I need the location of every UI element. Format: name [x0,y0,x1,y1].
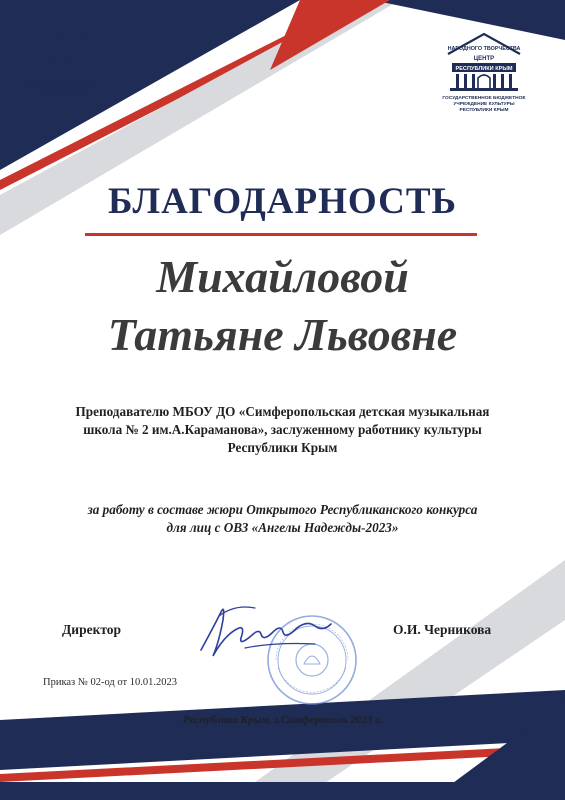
top-right-red-stripe [270,0,390,70]
roof-text: НАРОДНОГО ТВОРЧЕСТВА [447,46,521,52]
folk-caption-line1: ГОСУДАРСТВЕННОЕ БЮДЖЕТНОЕ [442,96,526,101]
certificate-title: БЛАГОДАРНОСТЬ [107,181,458,222]
ministry-caption [22,84,102,96]
folk-caption-line2: УЧРЕЖДЕНИЕ КУЛЬТУРЫ [453,102,515,107]
description-line3: Республики Крым [227,440,338,455]
description-line2: школа № 2 им.А.Караманова», заслуженному работнику культуры [83,422,482,437]
signatory-name: О.И. Черникова [393,622,492,637]
folk-art-center-icon [442,30,526,94]
recipient-given-names: Татьяне Львовне [107,309,458,360]
folk-art-center-logo [436,30,532,114]
recipient-surname: Михайловой [156,251,409,302]
ministry-caption-line2: РЕСПУБЛИКИ КРЫМ [38,90,86,95]
ministry-logo [22,28,102,96]
director-signature [195,598,335,668]
ministry-emblem-icon [38,28,86,80]
bottom-edge-band [0,782,565,800]
award-reason [60,501,505,537]
description-line1: Преподавателю МБОУ ДО «Симферопольская детская музыкальная [75,404,490,419]
reason-line1: за работу в составе жюри Открытого Республиканского конкурса [87,502,478,517]
reason-line2: для лиц с ОВЗ «Ангелы Надежды-2023» [166,520,399,535]
band-text: РЕСПУБЛИКИ КРЫМ [455,66,513,72]
folk-art-center-caption [436,96,532,114]
recipient-description [60,403,505,457]
title-underline [85,233,477,236]
center-word: ЦЕНТР [473,56,495,62]
place-and-year: Республика Крым, г.Симферополь 2023 г. [183,714,382,726]
ministry-caption-line1: МИНИСТЕРСТВО КУЛЬТУРЫ [29,84,95,89]
signatory-position: Директор [62,622,122,637]
folk-caption-line3: РЕСПУБЛИКИ КРЫМ [459,108,509,113]
order-reference: Приказ № 02-од от 10.01.2023 [43,677,177,688]
